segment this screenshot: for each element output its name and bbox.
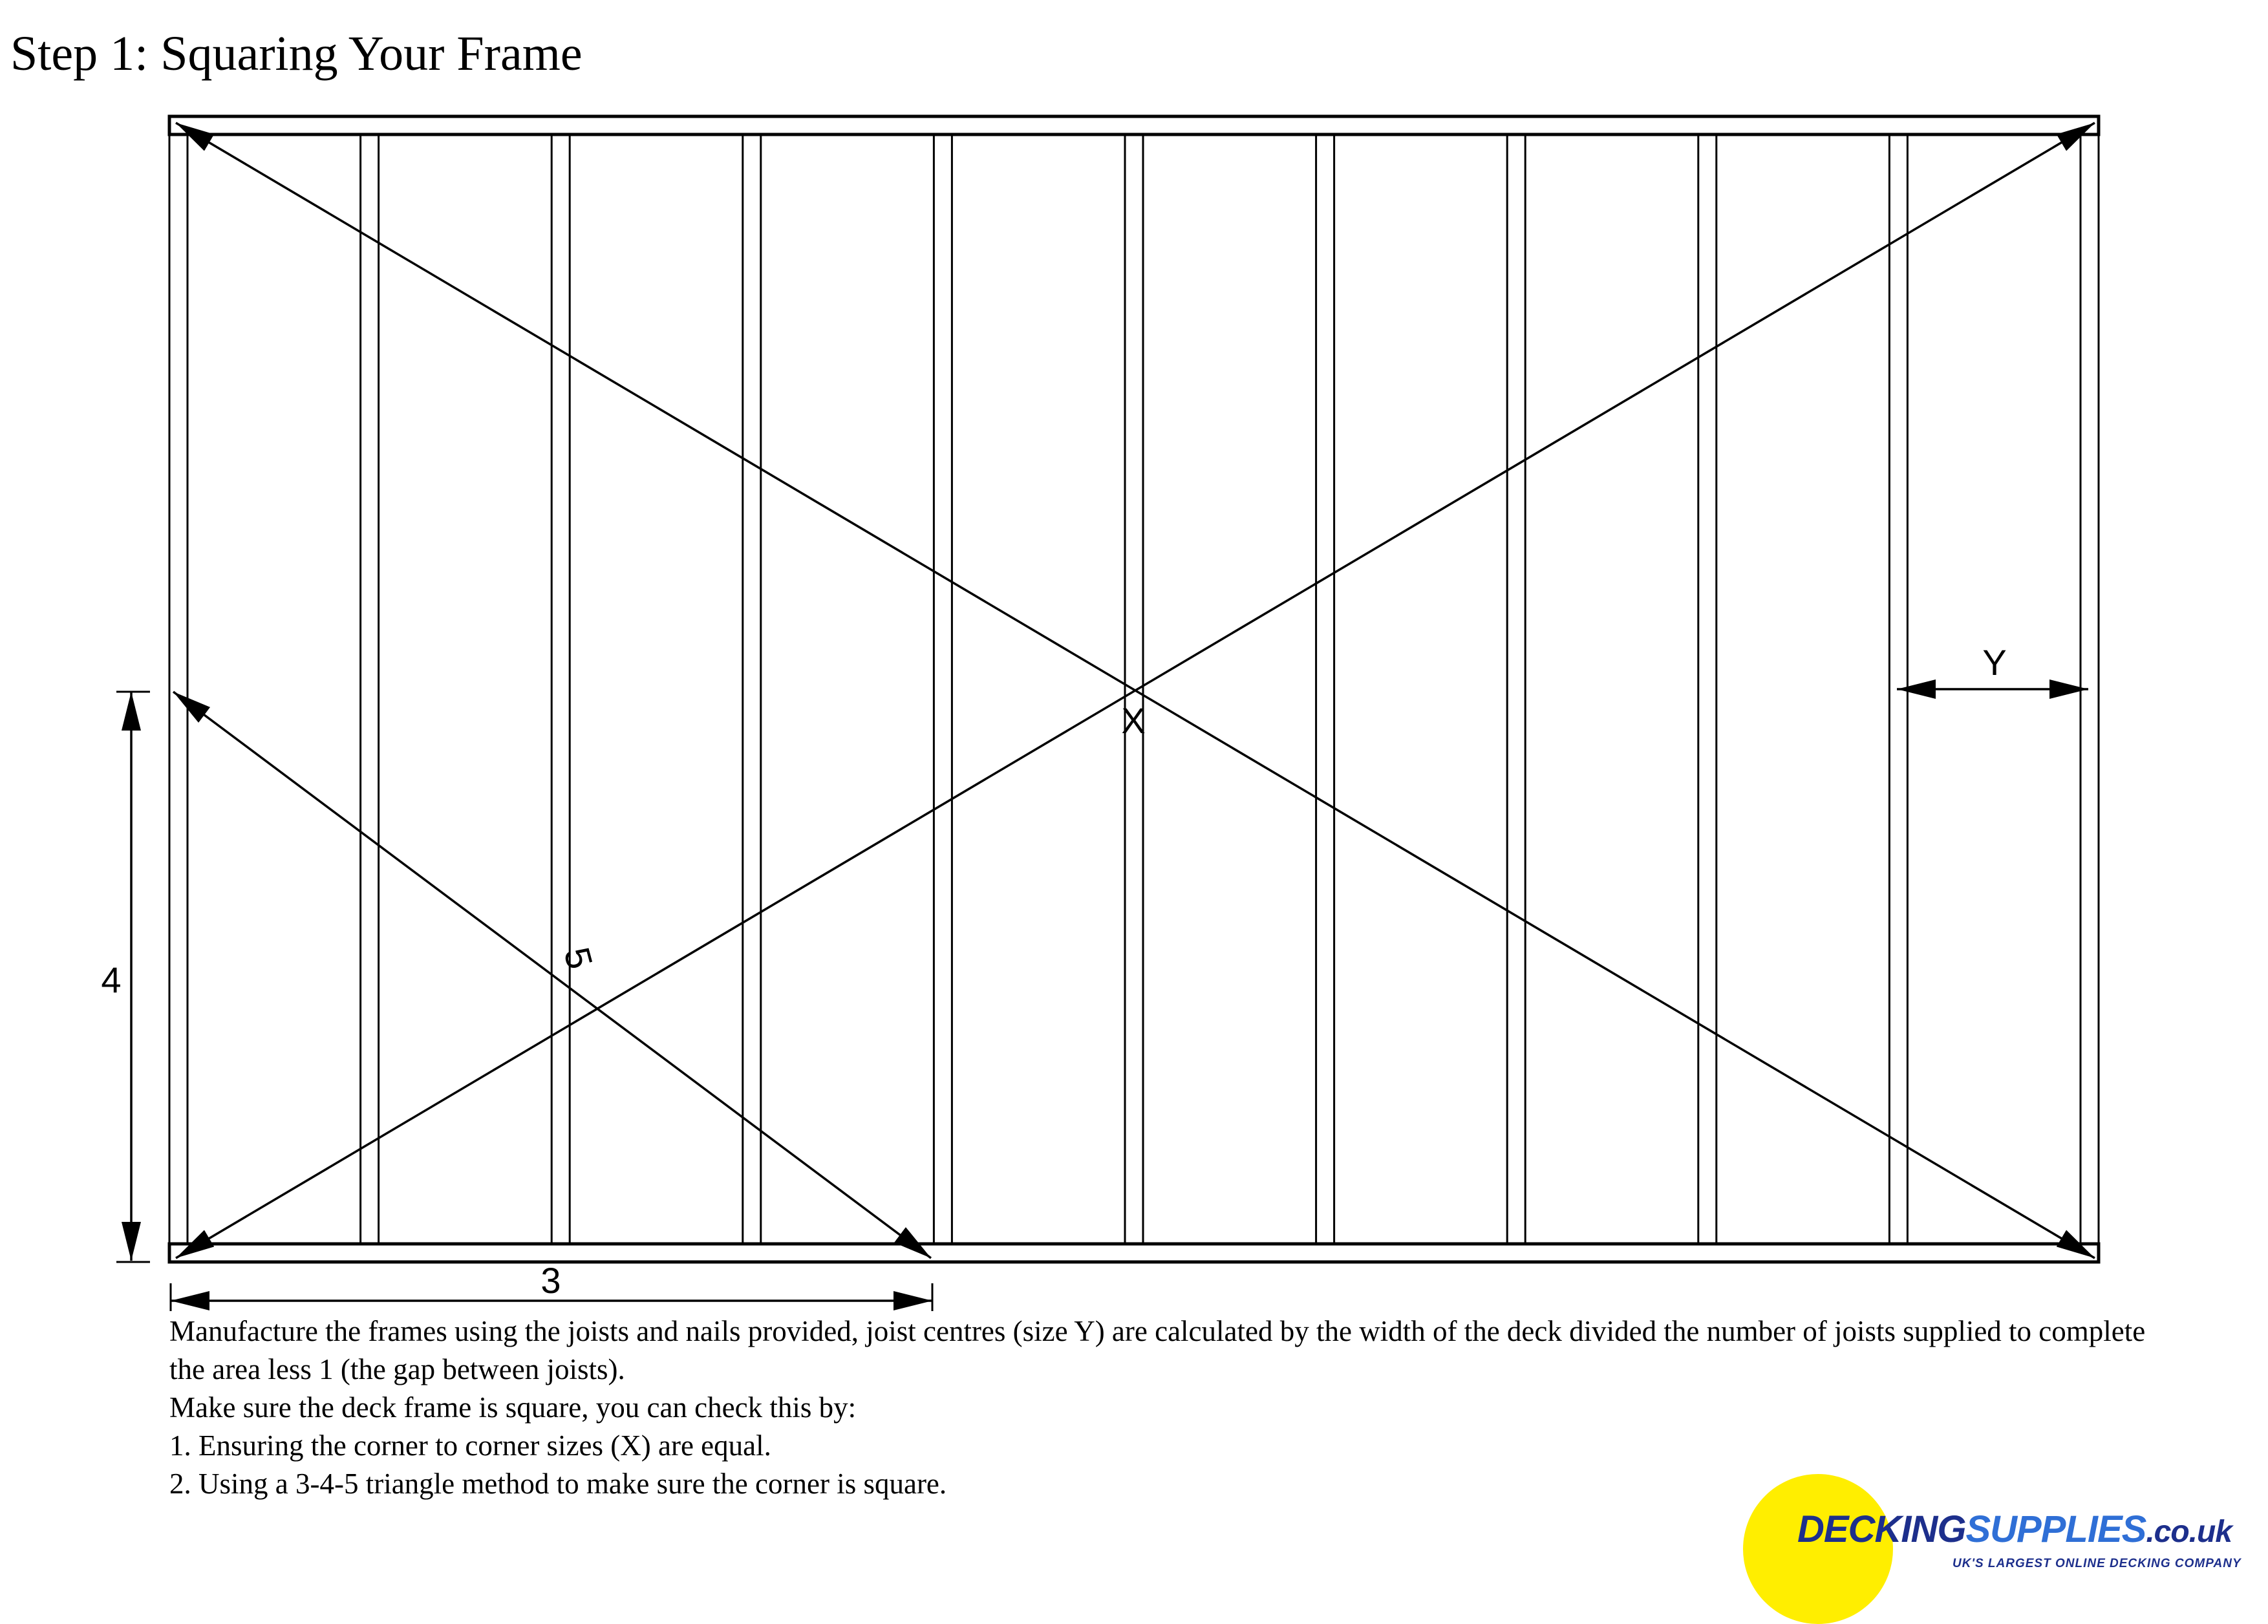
- instruction-check-intro: Make sure the deck frame is square, you can check this by:: [169, 1391, 857, 1424]
- top-bearer: [169, 116, 2099, 134]
- joist: [551, 134, 570, 1244]
- joist: [1698, 134, 1717, 1244]
- logo-wordmark: [1797, 1508, 2232, 1551]
- joist: [361, 134, 379, 1244]
- instruction-step-1: 1. Ensuring the corner to corner sizes (X) are equal.: [169, 1429, 771, 1462]
- joist: [1507, 134, 1525, 1244]
- joist: [169, 134, 187, 1244]
- instruction-paragraph: Manufacture the frames using the joists and nails provided, joist centres (size Y) are calculated by the width of the deck divided the number of joists supplied to complete the area less 1 (the gap between joists).: [169, 1315, 2146, 1385]
- joist: [934, 134, 952, 1244]
- logo-word-domain: .co.uk: [2146, 1515, 2232, 1549]
- label-x: X: [1121, 700, 1146, 741]
- label-4: 4: [101, 959, 122, 1000]
- label-5: 5: [556, 943, 601, 974]
- joist: [1316, 134, 1334, 1244]
- triangle-345: [116, 692, 932, 1311]
- page-title: Step 1: Squaring Your Frame: [10, 27, 583, 81]
- logo-word-decking: DECKING: [1797, 1508, 1966, 1550]
- logo-tagline: UK'S LARGEST ONLINE DECKING COMPANY: [1952, 1557, 2241, 1570]
- logo-word-supplies: SUPPLIES: [1965, 1508, 2146, 1550]
- label-y: Y: [1982, 642, 2007, 683]
- joist: [743, 134, 761, 1244]
- instruction-step-2: 2. Using a 3-4-5 triangle method to make sure the corner is square.: [169, 1468, 947, 1500]
- diagonals: [176, 123, 2095, 1258]
- decking-supplies-logo: [1739, 1474, 2268, 1603]
- label-3: 3: [540, 1260, 561, 1301]
- bottom-bearer: [169, 1244, 2099, 1262]
